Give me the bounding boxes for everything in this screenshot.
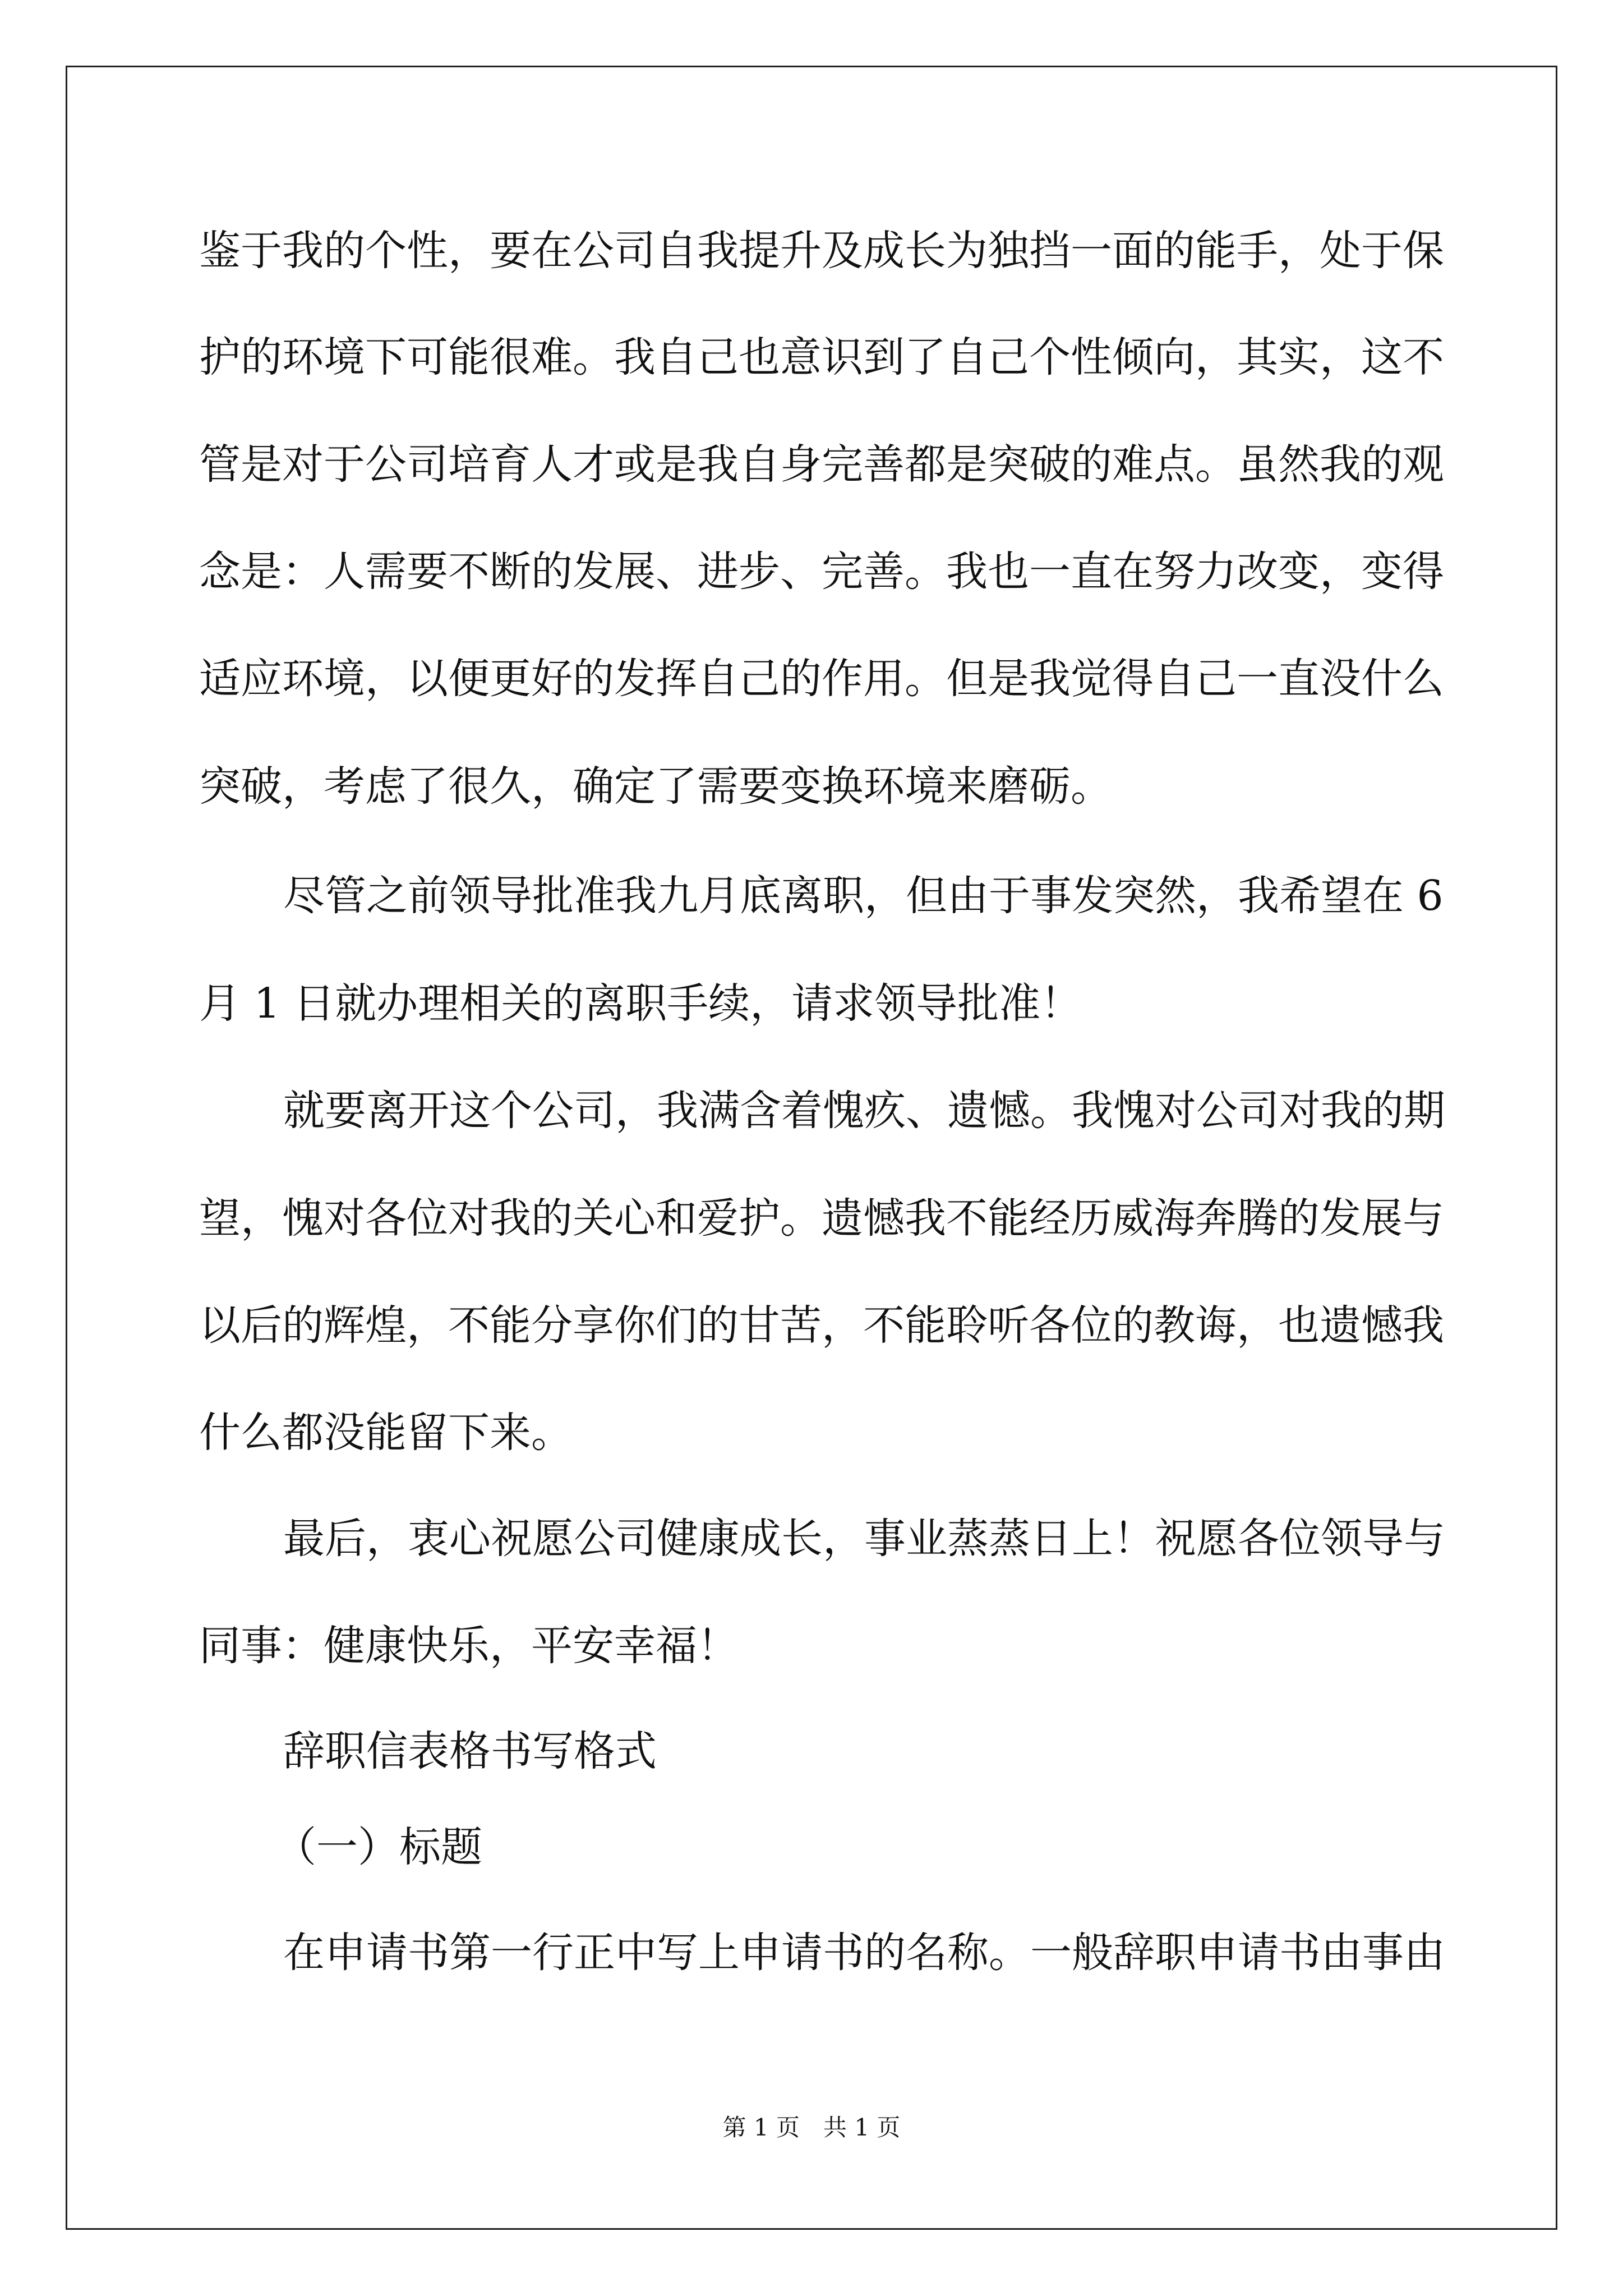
page-footer: 第 1 页 共 1 页 [722,2114,901,2141]
page-border [66,66,1557,2230]
text-line: 念是：人需要不断的发展、进步、完善。我也一直在努力改变，变得 [199,547,1444,596]
text-line: 突破，考虑了很久，确定了需要变换环境来磨砺。 [199,762,1112,811]
text-line: 鉴于我的个性，要在公司自我提升及成长为独挡一面的能手，处于保 [199,227,1444,275]
text-line: 适应环境，以便更好的发挥自己的作用。但是我觉得自己一直没什么 [199,655,1444,703]
text-line: 最后，衷心祝愿公司健康成长，事业蒸蒸日上！祝愿各位领导与 [283,1515,1445,1563]
text-line: 什么都没能留下来。 [199,1409,573,1457]
text-line: 望，愧对各位对我的关心和爱护。遗憾我不能经历威海奔腾的发展与 [199,1194,1444,1243]
text-line: 以后的辉煌，不能分享你们的甘苦，不能聆听各位的教诲，也遗憾我 [199,1301,1444,1350]
text-line: 尽管之前领导批准我九月底离职，但由于事发突然，我希望在 6 [283,872,1444,920]
text-line: 护的环境下可能很难。我自己也意识到了自己个性倾向，其实，这不 [199,333,1444,381]
text-line: 在申请书第一行正中写上申请书的名称。一般辞职申请书由事由 [283,1929,1445,1977]
text-line: 管是对于公司培育人才或是我自身完善都是突破的难点。虽然我的观 [199,440,1444,489]
text-line: 就要离开这个公司，我满含着愧疚、遗憾。我愧对公司对我的期 [283,1087,1445,1135]
text-line: 辞职信表格书写格式 [283,1727,657,1775]
text-line: 月 1 日就办理相关的离职手续，请求领导批准！ [199,979,1082,1028]
text-line: （一）标题 [275,1823,482,1871]
text-line: 同事：健康快乐，平安幸福！ [199,1622,739,1670]
